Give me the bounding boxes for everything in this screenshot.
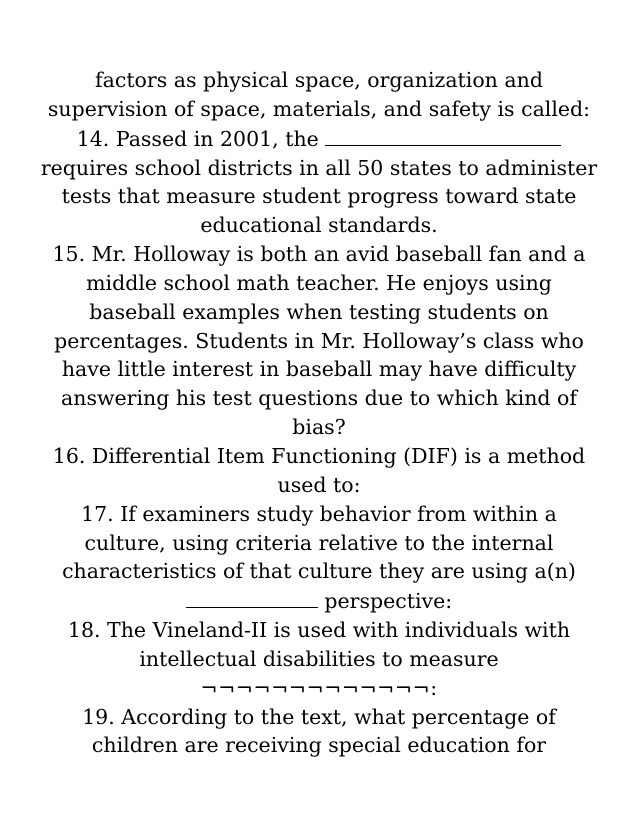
question-17-lead: 17. If examiners study behavior from within a culture, using criteria relative to the internal characteristics of that culture they are using a(n) [62, 501, 576, 584]
question-17-rest: perspective: [317, 589, 453, 614]
question-13-text: factors as physical space, organization and supervision of space, materials, and safety is called: [47, 68, 591, 121]
question-14-rest: requires school districts in all 50 states to administer tests that measure student progress toward state educational standards. [40, 155, 598, 238]
answer-blank-17 [186, 586, 318, 608]
question-16-text: 16. Differential Item Functioning (DIF) is a method used to: [52, 443, 586, 497]
answer-blank-14 [325, 124, 561, 146]
question-15-text: 15. Mr. Holloway is both an avid baseball fan and a middle school math teacher. He enjoys using baseball examples when testing students on percentages. Students in Mr. Holloway’s class who have little interest in baseball may have difficulty answering his test questions due to which kind of bias? [52, 242, 586, 440]
question-text-block [40, 66, 598, 760]
question-13-continuation [40, 66, 598, 124]
question-18 [40, 616, 598, 703]
question-19 [40, 703, 598, 761]
question-14 [40, 124, 598, 240]
question-17 [40, 500, 598, 616]
question-19-text: 19. According to the text, what percentage of children are receiving special education for [82, 704, 556, 758]
question-18-blank-glyphs: ¬¬¬¬¬¬¬¬¬¬¬¬¬: [200, 675, 438, 700]
question-14-lead: 14. Passed in 2001, the [76, 126, 326, 151]
question-16 [40, 442, 598, 500]
question-15 [40, 240, 598, 442]
question-18-lead: 18. The Vineland-II is used with individuals with intellectual disabilities to measure [67, 618, 571, 671]
